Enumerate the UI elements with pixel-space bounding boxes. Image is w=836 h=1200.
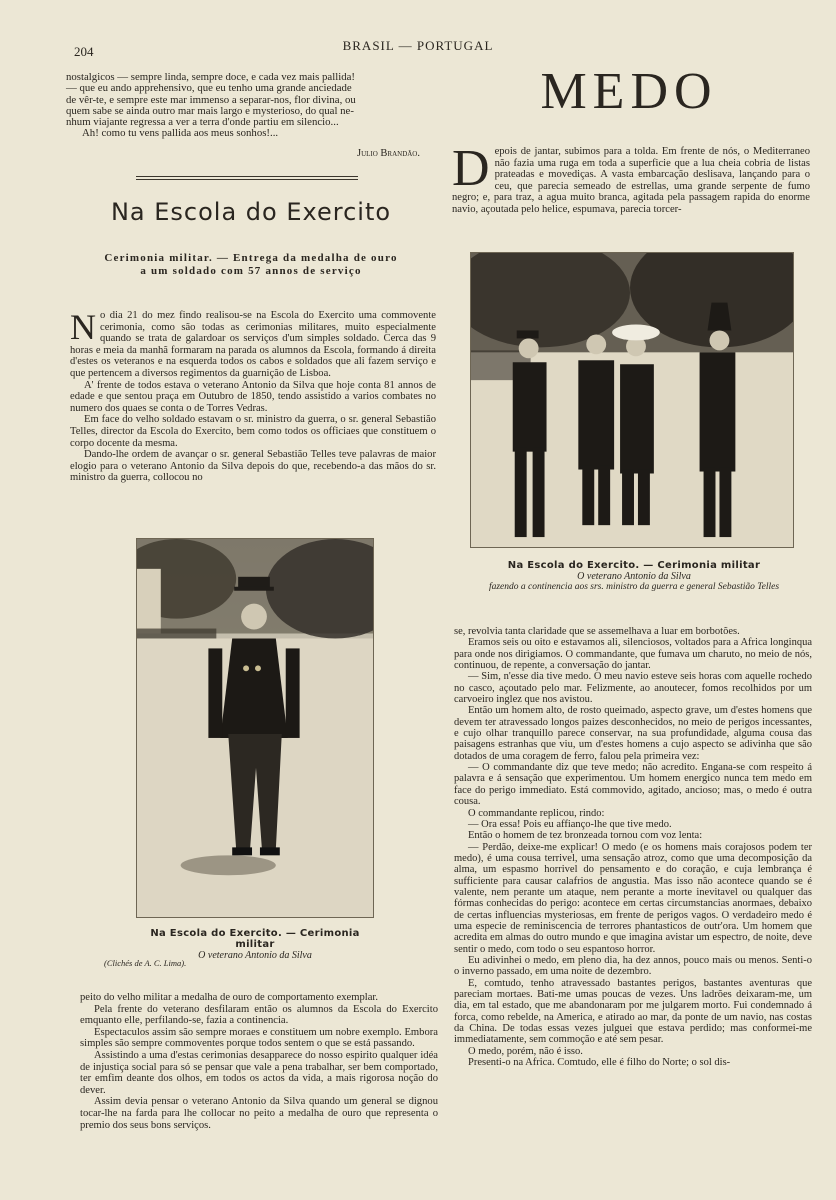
paragraph: Eramos seis ou oito e estavamos ali, silenciosos, voltados para a Africa longinqua para onde nos dirigiamos. O commandante, que fumava um charuto, no meio de nós, continuou, de repente, a conversação do jantar. [454, 637, 812, 672]
photo-ceremony [470, 252, 794, 548]
paragraph: Em face do velho soldado estavam o sr. ministro da guerra, o sr. general Sebastião Telles, director da Escola do Exercito, bem como todos os officiaes que constituem o corpo docente da mesma. [70, 414, 436, 449]
journal-title: BRASIL — PORTUGAL [342, 38, 494, 53]
paragraph: Assistindo a uma d'estas cerimonias desapparece do nosso espirito qualquer idéa de injustiça social para só se pensar que vale a pena trabalhar, ser bem comportado, ter emfim deante dos olhos, em todos os actos da vida, a mais rigorosa noção do dever. [80, 1049, 438, 1096]
ceremony-photo-image [471, 253, 793, 547]
paragraph: se, revolvia tanta claridade que se assemelhava a luar em borbotões. [454, 626, 740, 637]
paragraph: — Sim, n'esse dia tive medo. O meu navio esteve seis horas com aquelle rochedo no casco, açoutado pelo mar. Felizmente, ao anoutecer, fomos recolhidos por um carvoeiro inglez que nos avistou. [454, 671, 812, 706]
paragraph: A' frente de todos estava o veterano Antonio da Silva que hoje conta 81 annos de edade e que sentou praça em Outubro de 1850, tendo assistido a varios combates no numero dos quaes se conta o de Torres Vedras. [70, 379, 436, 414]
article-body-escola-continued [80, 992, 438, 1131]
poem-line: — que eu ando apprehensivo, que eu tenho uma grande anciedade [66, 82, 352, 95]
caption-subtitle: O veterano Antonio da Silva [577, 571, 691, 582]
paragraph: — Ora essa! Pois eu affianço-lhe que tive medo. [468, 818, 672, 830]
paragraph: Pela frente do veterano desfilaram então os alumnos da Escola do Exercito emquanto elle, perfilando-se, fazia a continencia. [80, 1003, 438, 1027]
paragraph: Dando-lhe ordem de avançar o sr. general Sebastião Telles teve palavras de maior elogio para o veterano Antonio da Silva depois do que, recebendo-a das mãos do sr. ministro da guerra, collocou no [70, 449, 436, 484]
page-number: 204 [74, 44, 94, 59]
subtitle-line: a um soldado com 57 annos de serviço [140, 265, 362, 277]
paragraph: Assim devia pensar o veterano Antonio da Silva quando um general se dignou tocar-lhe na farda para lhe collocar no peito a medalha de ouro que representa o premio dos seus bons serviços. [80, 1096, 438, 1131]
paragraph: Então o homem de tez bronzeada tornou com voz lenta: [468, 830, 703, 842]
paragraph: O commandante replicou, rindo: [468, 807, 605, 819]
article-title-medo: MEDO [540, 63, 718, 120]
paragraph: peito do velho militar a medalha de ouro de comportamento exemplar. [80, 992, 379, 1003]
article-body-escola [70, 307, 436, 484]
dropcap: D [452, 140, 490, 197]
poem-signature: Julio Brandão. [356, 147, 420, 159]
photo-veteran [136, 538, 374, 918]
paragraph: E, comtudo, tenho atravessado bastantes perigos, bastantes aventuras que pareciam mortaes. Bati-me umas poucas de vezes. Uns ladrões deixaram-me, um dia, em tal estado, que me abandonaram por me julgarem morto. Fui condemnado á forca, como rebelde, na America, e atirado ao mar, da ponte de um navio, nas costas da China. De todas essas vezes julguei que estava perdido; mas conformei-me immediatamente, sem commoção e até sem pesar. [454, 977, 812, 1046]
caption-title: Na Escola do Exercito. — Cerimonia militar [507, 560, 761, 571]
poem-end [66, 72, 436, 159]
separator-rule [136, 176, 358, 180]
caption-subtitle: fazendo a continencia aos srs. ministro da guerra e general Sebastião Telles [488, 582, 780, 592]
article-body-medo-intro [452, 140, 810, 216]
paragraph: — O commandante diz que teve medo; não acredito. Engana-se com respeito á palavra e á sensação que experimentou. Um homem energico nunca tem medo em face do perigo immediato. Está commovido, agitado, ancioso; mas, o medo é outra cousa. [454, 762, 812, 808]
article-body-medo [454, 626, 812, 1068]
caption-ceremony [452, 560, 816, 592]
paragraph: Espectaculos assim são sempre moraes e constituem um nobre exemplo. Embora simples são sempre commoventes porque todos sentem o que se está passando. [80, 1026, 438, 1050]
paragraph: Então um homem alto, de rosto queimado, aspecto grave, um d'estes homens que devem ter atravessado longos paizes desconhecidos, no meio de perigos incessantes, e cujo olhar tranquillo parece conservar, na sua profundidade, alguma cousa das paisagens estranhas que viu, um d'estes homens a cujo aspecto se adivinha que são dotados de uma coragem de ferro, falou pela primeira vez: [454, 705, 812, 762]
photo-credit: (Clichés de A. C. Lima). [104, 958, 187, 968]
article-title-escola: Na Escola do Exercito [110, 198, 392, 226]
running-head [0, 38, 836, 59]
poem-line: nostalgicos — sempre linda, sempre doce, e cada vez mais pallida! [66, 71, 356, 83]
poem-line: Ah! como tu vens pallida aos meus sonhos!... [82, 127, 279, 140]
article-intro: epois de jantar, subimos para a tolda. Em frente de nós, o Mediterraneo não fazia uma ruga em toda a superficie que a lua cheia cobria de listas prateadas e movediças. A vasta embarcação deslisava, lançando para o ceu, que parecia semeado de estrellas, uma grande serpente de fumo negro; e, para traz, a agua muito branca, agitada pela passagem rapida do enorme navio, açoutada pelo helice, espumava, parecia torcer- [452, 146, 810, 215]
article-subtitle [66, 252, 436, 278]
poem-line: nhum viajante regressa a ver a terra d'onde partiu em silencio... [66, 116, 339, 129]
caption-subtitle: O veterano Antonio da Silva [198, 950, 312, 961]
poem-line: quem sabe se ainda outro mar mais largo e mysterioso, do qual ne- [66, 104, 354, 117]
subtitle-line: Cerimonia militar. — Entrega da medalha de ouro [104, 252, 398, 264]
dropcap: N [70, 307, 96, 347]
paragraph: — Perdão, deixe-me explicar! O medo (e os homens mais corajosos podem ter medo), é uma cousa terrivel, uma sensação atroz, como que uma decomposição da alma, um espasmo horrivel do pensamento e do coração, e cuja lembrança é sufficiente para causar calafrios de angustia. Mas isso não acontece quando se é valente, nem perante um ataque, nem perante a morte inevitavel ou qualquer das fórmas conhecidas do perigo: acontece em certas circumstancias anormaes, debaixo de certas influencias mysteriosas, em frente de perigos vagos. O verdadeiro medo é uma especie de reminiscencia de terrores phantasticos de outr'ora. Um homem que acredita em almas do outro mundo e que imagina avistar um espectro, de noite, deve sentir o medo, com todo o seu espantoso horror. [454, 841, 812, 955]
veteran-photo-image [137, 539, 373, 917]
poem-line: de vêr-te, e sempre este mar immenso a separar-nos, flor divina, ou [66, 93, 356, 106]
caption-veteran [136, 928, 374, 961]
paragraph: Presenti-o na Africa. Comtudo, elle é filho do Norte; o sol dis- [468, 1057, 731, 1069]
article-intro: o dia 21 do mez findo realisou-se na Escola do Exercito uma commovente cerimonia, como são todas as cerimonias militares, muito especialmente quando se trata de galardoar os serviços d'um simples soldado. Cerca das 9 horas e meia da manhã formaram na parada os alumnos da Escola, formando á direita d'estes os veteranos e na esquerda todos os cabos e soldados que ali fazem serviço e que pertencem a diversos regimentos da guarnição de Lisboa. [70, 310, 436, 379]
caption-title: Na Escola do Exercito. — Cerimonia militar [150, 928, 360, 950]
paragraph: Eu adivinhei o medo, em pleno dia, ha dez annos, pouco mais ou menos. Senti-o o inverno passado, em uma noite de dezembro. [454, 954, 812, 978]
paragraph: O medo, porém, não é isso. [468, 1045, 583, 1057]
